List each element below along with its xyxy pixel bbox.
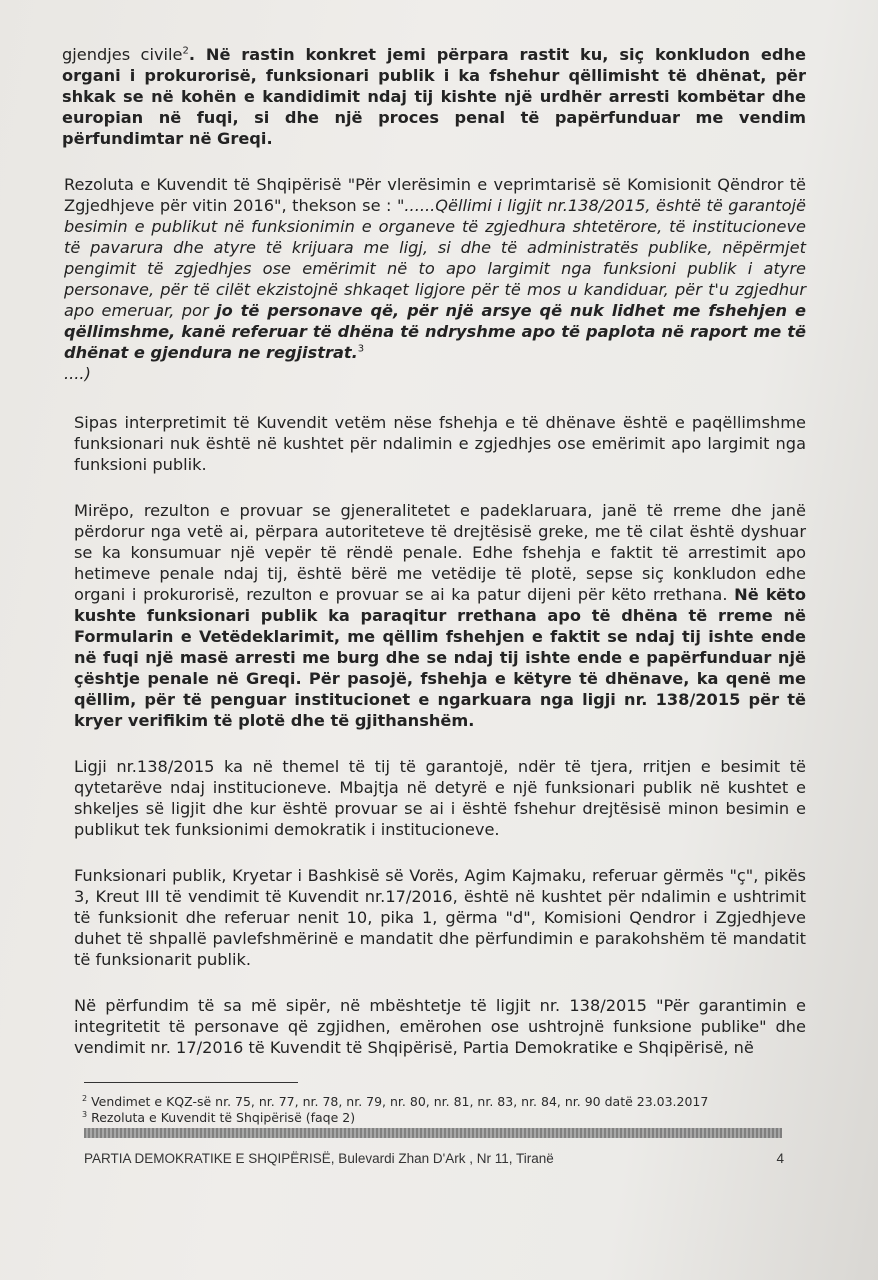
paragraph-perfundim: Në përfundim të sa më sipër, në mbështetje të ligjit nr. 138/2015 "Për garantimin e integritetit të personave që zgjidhen, emërohen ose ushtrojnë funksione publike" dhe vendimit nr. 17/2016 të Kuvendit të Shqipërisë, Partia Demokratike e Shqipërisë, në	[74, 996, 806, 1057]
footnote-3	[82, 1110, 782, 1126]
footer-divider-bar	[84, 1128, 782, 1138]
footnote-divider	[84, 1082, 298, 1083]
paragraph-mirepo	[74, 500, 806, 731]
footnote-ref-2: 2	[182, 45, 189, 57]
footnote-2	[82, 1094, 782, 1110]
paragraph-rezoluta	[64, 174, 806, 384]
body-text	[62, 44, 806, 1083]
rezoluta-quote-end: ....)	[64, 364, 91, 383]
mirepo-text: Mirëpo, rezulton e provuar se gjeneralitetet e padeklaruara, janë të rreme dhe janë përdorur nga vetë ai, përpara autoriteteve të drejtësisë greke, me të cilat është dyshuar se ka konsumuar një vepër të rëndë penale. Edhe fshehja e faktit të arrestimit apo hetimeve penale ndaj tij, është bërë me vetëdije të plotë, sepse siç konkludon edhe organi i prokurorisë, rezulton e provuar se ai ka patur dijeni për këto rrethana.	[74, 501, 806, 604]
footnotes	[82, 1094, 782, 1126]
rezoluta-quote-emphasis: jo të personave që, për një arsye që nuk lidhet me fshehjen e qëllimshme, kanë referuar të dhëna të ndryshme apo të paplota në raport me të dhënat e gjendura ne regjistrat.	[64, 301, 806, 362]
rezoluta-quote: ......Qëllimi i ligjit nr.138/2015, është të garantojë besimin e publikut në funksionimin e organeve të zgjedhura shtetërore, të institucioneve të pavarura dhe atyre të krijuara me ligj, si dhe të administratës publike, nëpërmjet pengimit të zgjedhjes ose emërimit në to apo largimit nga funksioni publik i atyre personave, për të cilët ekzistojnë shkaqet ligjore për të mos u kandiduar, për t'u zgjedhur apo emeruar, por	[64, 196, 806, 320]
page-number: 4	[776, 1151, 784, 1166]
footnote-number: 2	[82, 1093, 88, 1103]
footnote-text: Vendimet e KQZ-së nr. 75, nr. 77, nr. 78, nr. 79, nr. 80, nr. 81, nr. 83, nr. 84, nr. 90 datë 23.03.2017	[91, 1094, 709, 1109]
paragraph-sipas: Sipas interpretimit të Kuvendit vetëm nëse fshehja e të dhënave është e paqëllimshme funksionari nuk është në kushtet për ndalimin e zgjedhjes ose emërimit apo largimit nga funksioni publik.	[74, 413, 806, 474]
intro-text: gjendjes civile	[62, 45, 183, 64]
footer-address: PARTIA DEMOKRATIKE E SHQIPËRISË, Bulevardi Zhan D'Ark , Nr 11, Tiranë	[84, 1151, 554, 1166]
footnote-number: 3	[82, 1109, 88, 1119]
paragraph-ligji: Ligji nr.138/2015 ka në themel të tij të garantojë, ndër të tjera, rritjen e besimit të qytetarëve ndaj institucioneve. Mbajtja në detyrë e një funksionari publik në kushtet e shkeljes së ligjit dhe kur është provuar se ai i është fshehur drejtësisë minon besimin e publikut tek funksionimi demokratik i institucioneve.	[74, 757, 806, 839]
page-footer	[84, 1151, 784, 1166]
paragraph-intro	[62, 44, 806, 149]
paragraph-funksionari: Funksionari publik, Kryetar i Bashkisë së Vorës, Agim Kajmaku, referuar gërmës "ç", pikës 3, Kreut III të vendimit të Kuvendit nr.17/2016, është në kushtet për ndalimin e ushtrimit të funksionit dhe referuar nenit 10, pika 1, gërma "d", Komisioni Qendror i Zgjedhjeve duhet të shpallë pavlefshmërinë e mandatit dhe përfundimin e parakohshëm të mandatit të funksionarit publik.	[74, 866, 806, 969]
mirepo-bold-text: Në këto kushte funksionari publik ka paraqitur rrethana apo të dhëna të rreme në Formularin e Vetëdeklarimit, me qëllim fshehjen e faktit se ndaj tij ishte ende në fuqi një masë arresti me burg dhe se ndaj tij ishte ende e papërfunduar një çështje penale në Greqi. Për pasojë, fshehja e këtyre të dhënave, ka qenë me qëllim, për të penguar institucionet e ngarkuara nga ligji nr. 138/2015 për të kryer verifikim të plotë dhe të gjithanshëm.	[74, 585, 806, 730]
footnote-ref-3: 3	[357, 343, 365, 355]
footnote-text: Rezoluta e Kuvendit të Shqipërisë (faqe 2)	[91, 1110, 356, 1125]
intro-bold-text: . Në rastin konkret jemi përpara rastit ku, siç konkludon edhe organi i prokurorisë, funksionari publik i ka fshehur qëllimisht të dhënat, për shkak se në kohën e kandidimit ndaj tij kishte një urdhër arresti kombëtar dhe europian në fuqi, si dhe një proces penal të papërfunduar me vendim përfundimtar në Greqi.	[62, 45, 806, 148]
rezoluta-text: Rezoluta e Kuvendit të Shqipërisë "Për vlerësimin e veprimtarisë së Komisionit Qëndror të Zgjedhjeve për vitin 2016", thekson se : "	[64, 175, 806, 215]
